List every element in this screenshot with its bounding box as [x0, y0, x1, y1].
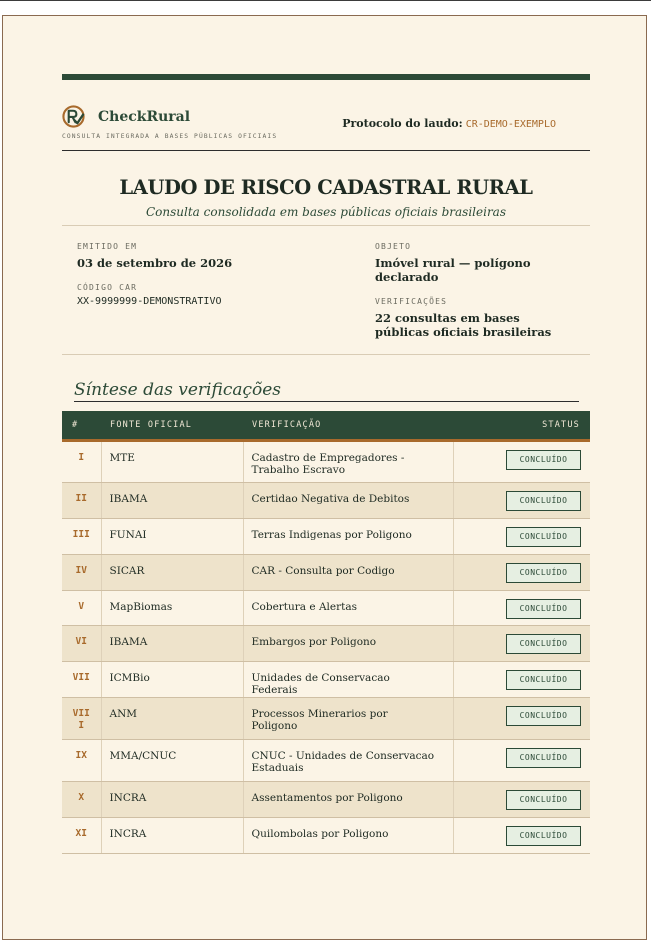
status-badge: CONCLUÍDO — [506, 706, 581, 726]
row-number: I — [62, 441, 101, 483]
brand-tagline: CONSULTA INTEGRADA A BASES PÚBLICAS OFICIAIS — [62, 133, 278, 140]
protocol-code: CR-DEMO-EXEMPLO — [465, 119, 556, 130]
row-check: Embargos por Poligono — [243, 626, 453, 662]
object-value: Imóvel rural — polígono declarado — [375, 256, 531, 284]
table-row — [62, 782, 590, 818]
protocol-line — [342, 117, 556, 130]
col-header-number: # — [62, 411, 101, 441]
row-check: Processos Minerarios por Poligono — [243, 698, 453, 740]
table-row — [62, 818, 590, 854]
row-number: II — [62, 483, 101, 519]
status-badge: CONCLUÍDO — [506, 790, 581, 810]
status-badge: CONCLUÍDO — [506, 634, 581, 654]
col-header-source: FONTE OFICIAL — [101, 411, 243, 441]
status-badge: CONCLUÍDO — [506, 527, 581, 547]
issued-label: EMITIDO EM — [77, 242, 138, 251]
row-status-cell — [453, 591, 590, 626]
row-number: VIII — [62, 698, 101, 740]
summary-section-title: Síntese das verificações — [74, 380, 282, 400]
row-source: IBAMA — [101, 483, 243, 519]
table-body — [62, 441, 590, 854]
row-status-cell — [453, 519, 590, 555]
status-badge: CONCLUÍDO — [506, 826, 581, 846]
status-badge: CONCLUÍDO — [506, 748, 581, 768]
row-number: III — [62, 519, 101, 555]
protocol-label: Protocolo do laudo: — [342, 117, 463, 130]
row-source: MMA/CNUC — [101, 740, 243, 782]
table-header-row — [62, 411, 590, 441]
report-content — [62, 74, 590, 854]
row-number: X — [62, 782, 101, 818]
row-number: VII — [62, 662, 101, 698]
row-number: IX — [62, 740, 101, 782]
report-page — [2, 15, 647, 940]
verification-table — [62, 411, 590, 854]
table-row — [62, 591, 590, 626]
row-number: XI — [62, 818, 101, 854]
table-row — [62, 441, 590, 483]
row-status-cell — [453, 662, 590, 698]
row-number: IV — [62, 555, 101, 591]
status-badge: CONCLUÍDO — [506, 450, 581, 470]
checks-value: 22 consultas em bases públicas oficiais brasileiras — [375, 311, 552, 339]
row-source: ANM — [101, 698, 243, 740]
row-source: ICMBio — [101, 662, 243, 698]
row-check: Cadastro de Empregadores - Trabalho Escravo — [243, 441, 453, 483]
checks-label: VERIFICAÇÕES — [375, 297, 448, 306]
row-check: Cobertura e Alertas — [243, 591, 453, 626]
summary-section-header — [74, 380, 579, 402]
row-check: CAR - Consulta por Codigo — [243, 555, 453, 591]
col-header-status: STATUS — [453, 411, 590, 441]
row-check: Assentamentos por Poligono — [243, 782, 453, 818]
row-number: VI — [62, 626, 101, 662]
row-status-cell — [453, 740, 590, 782]
object-label: OBJETO — [375, 242, 412, 251]
table-row — [62, 555, 590, 591]
table-row — [62, 483, 590, 519]
window-top-border — [0, 0, 651, 1]
car-code-value: XX-9999999-DEMONSTRATIVO — [77, 296, 222, 307]
status-badge: CONCLUÍDO — [506, 599, 581, 619]
table-row — [62, 626, 590, 662]
row-status-cell — [453, 483, 590, 519]
row-source: INCRA — [101, 818, 243, 854]
row-source: IBAMA — [101, 626, 243, 662]
row-source: MTE — [101, 441, 243, 483]
compass-check-icon — [62, 105, 85, 128]
report-subtitle: Consulta consolidada em bases públicas oficiais brasileiras — [146, 205, 506, 219]
table-row — [62, 740, 590, 782]
row-number: V — [62, 591, 101, 626]
row-source: SICAR — [101, 555, 243, 591]
table-row — [62, 698, 590, 740]
status-badge: CONCLUÍDO — [506, 563, 581, 583]
brand-name: CheckRural — [98, 109, 191, 125]
status-badge: CONCLUÍDO — [506, 491, 581, 511]
row-status-cell — [453, 441, 590, 483]
row-status-cell — [453, 818, 590, 854]
row-status-cell — [453, 782, 590, 818]
report-title: LAUDO DE RISCO CADASTRAL RURAL — [119, 176, 533, 199]
row-check: Certidao Negativa de Debitos — [243, 483, 453, 519]
col-header-check: VERIFICAÇÃO — [243, 411, 453, 441]
row-check: CNUC - Unidades de Conservacao Estaduais — [243, 740, 453, 782]
row-source: FUNAI — [101, 519, 243, 555]
table-row — [62, 662, 590, 698]
row-status-cell — [453, 626, 590, 662]
row-check: Terras Indigenas por Poligono — [243, 519, 453, 555]
row-status-cell — [453, 698, 590, 740]
status-badge: CONCLUÍDO — [506, 670, 581, 690]
row-source: MapBiomas — [101, 591, 243, 626]
car-code-label: CÓDIGO CAR — [77, 283, 138, 292]
report-meta — [62, 225, 590, 355]
row-status-cell — [453, 555, 590, 591]
issued-value: 03 de setembro de 2026 — [77, 256, 233, 270]
table-row — [62, 519, 590, 555]
report-header — [62, 80, 590, 151]
row-check: Quilombolas por Poligono — [243, 818, 453, 854]
row-check: Unidades de Conservacao Federais — [243, 662, 453, 698]
row-source: INCRA — [101, 782, 243, 818]
